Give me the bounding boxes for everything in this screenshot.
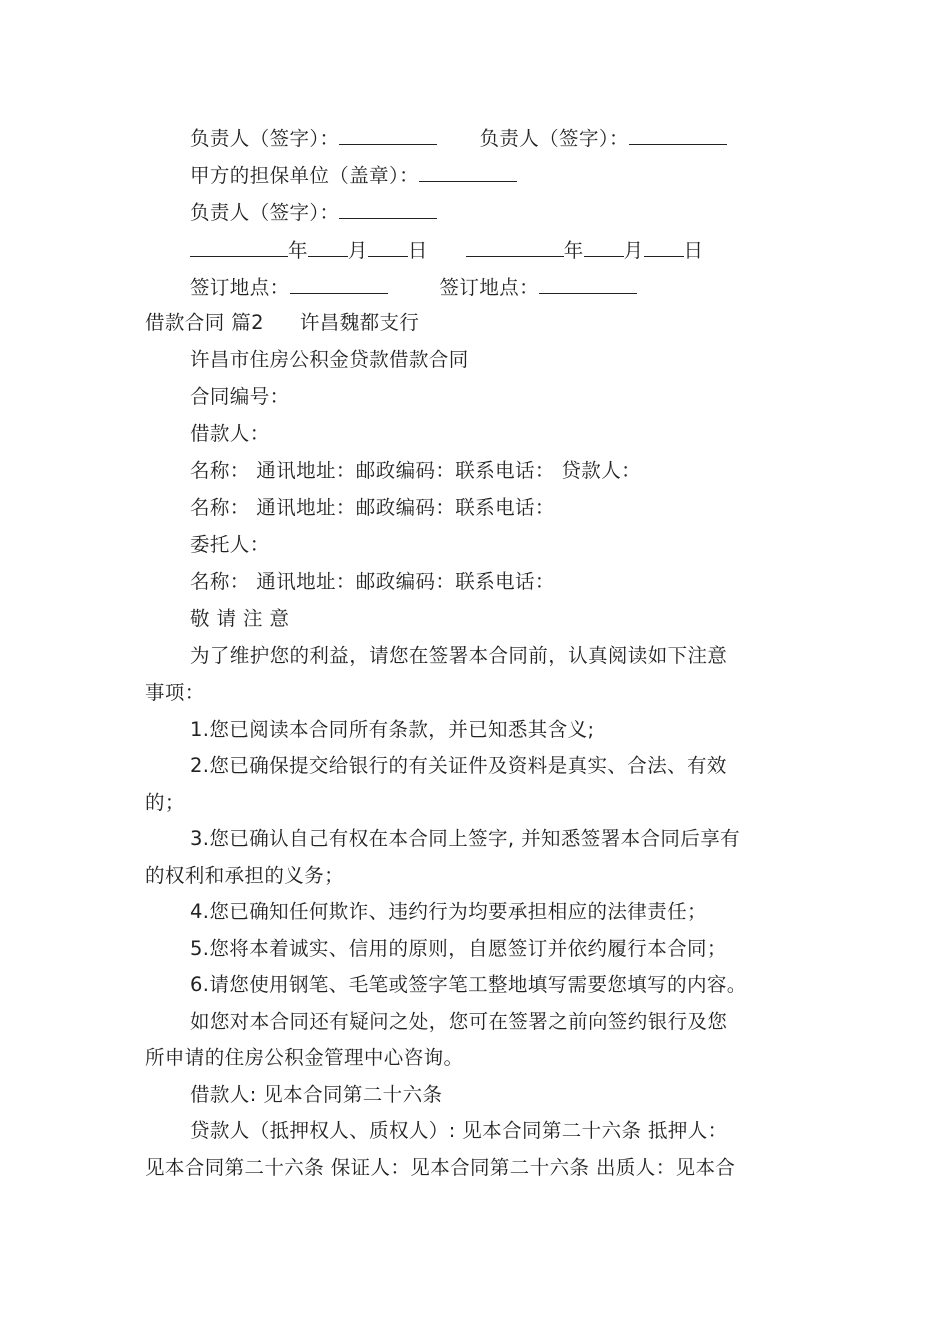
borrower-reference: 借款人: 见本合同第二十六条	[190, 1083, 443, 1106]
month-label: 月	[623, 239, 644, 262]
notice-item-3-line-2: 的权利和承担的义务；	[145, 864, 345, 887]
signature-blank	[629, 124, 727, 145]
intro-paragraph-line-2: 事项：	[145, 681, 205, 704]
intro-paragraph-line-1: 为了维护您的利益，请您在签署本合同前，认真阅读如下注意	[190, 644, 728, 667]
day-blank	[368, 236, 408, 257]
notice-item-1: 1.您已阅读本合同所有条款，并已知悉其含义;	[190, 718, 595, 741]
guarantor-label: 甲方的担保单位（盖章）：	[190, 164, 420, 187]
guarantor-line	[190, 161, 517, 189]
day-label: 日	[407, 239, 428, 262]
notice-item-3-line-1: 3.您已确认自己有权在本合同上签字, 并知悉签署本合同后享有	[190, 827, 741, 850]
month-blank	[308, 236, 348, 257]
lender-reference-line-1: 贷款人（抵押权人、质权人）: 见本合同第二十六条 抵押人：	[190, 1119, 728, 1142]
seal-blank	[419, 161, 517, 182]
year-blank	[190, 236, 288, 257]
borrower-label: 借款人：	[190, 422, 270, 445]
signing-place-line	[190, 273, 637, 301]
signature-line-1	[190, 124, 727, 152]
place-blank	[290, 273, 388, 294]
month-label: 月	[347, 239, 368, 262]
section-heading: 借款合同 篇2	[145, 311, 264, 334]
trustor-label: 委托人：	[190, 533, 270, 556]
responsible-person-label-right: 负责人（签字）：	[479, 127, 629, 150]
notice-item-2-line-1: 2.您已确保提交给银行的有关证件及资料是真实、合法、有效	[190, 754, 727, 777]
party-info-row-1: 名称： 通讯地址：邮政编码：联系电话： 贷款人：	[190, 459, 641, 482]
notice-item-5: 5.您将本着诚实、信用的原则，自愿签订并依约履行本合同；	[190, 937, 727, 960]
notice-item-6: 6.请您使用钢笔、毛笔或签字笔工整地填写需要您填写的内容。	[190, 973, 747, 996]
consult-paragraph-line-2: 所申请的住房公积金管理中心咨询。	[145, 1046, 464, 1069]
year-blank	[466, 236, 564, 257]
month-blank	[584, 236, 624, 257]
section-heading-line	[145, 310, 419, 336]
day-label: 日	[683, 239, 704, 262]
notice-title: 敬 请 注 意	[190, 607, 290, 630]
notice-item-4: 4.您已确知任何欺诈、违约行为均要承担相应的法律责任；	[190, 900, 707, 923]
signature-blank	[339, 198, 437, 219]
signature-line-3	[190, 198, 437, 226]
notice-item-2-line-2: 的；	[145, 791, 185, 814]
signing-place-label-right: 签订地点：	[439, 276, 540, 299]
date-line	[190, 236, 703, 264]
party-info-row-3: 名称： 通讯地址：邮政编码：联系电话：	[190, 570, 555, 593]
lender-reference-line-2: 见本合同第二十六条 保证人：见本合同第二十六条 出质人：见本合	[145, 1156, 736, 1179]
place-blank	[539, 273, 637, 294]
party-info-row-2: 名称： 通讯地址：邮政编码：联系电话：	[190, 496, 555, 519]
responsible-person-label-left: 负责人（签字）：	[190, 127, 340, 150]
contract-number: 合同编号：	[190, 385, 290, 408]
signing-place-label-left: 签订地点：	[190, 276, 290, 299]
year-label: 年	[288, 239, 308, 262]
responsible-person-label: 负责人（签字）：	[190, 201, 340, 224]
contract-title: 许昌市住房公积金贷款借款合同	[190, 348, 469, 371]
consult-paragraph-line-1: 如您对本合同还有疑问之处，您可在签署之前向签约银行及您	[190, 1010, 728, 1033]
year-label: 年	[563, 239, 584, 262]
branch-name: 许昌魏都支行	[299, 311, 420, 334]
day-blank	[644, 236, 684, 257]
signature-blank	[339, 124, 437, 145]
